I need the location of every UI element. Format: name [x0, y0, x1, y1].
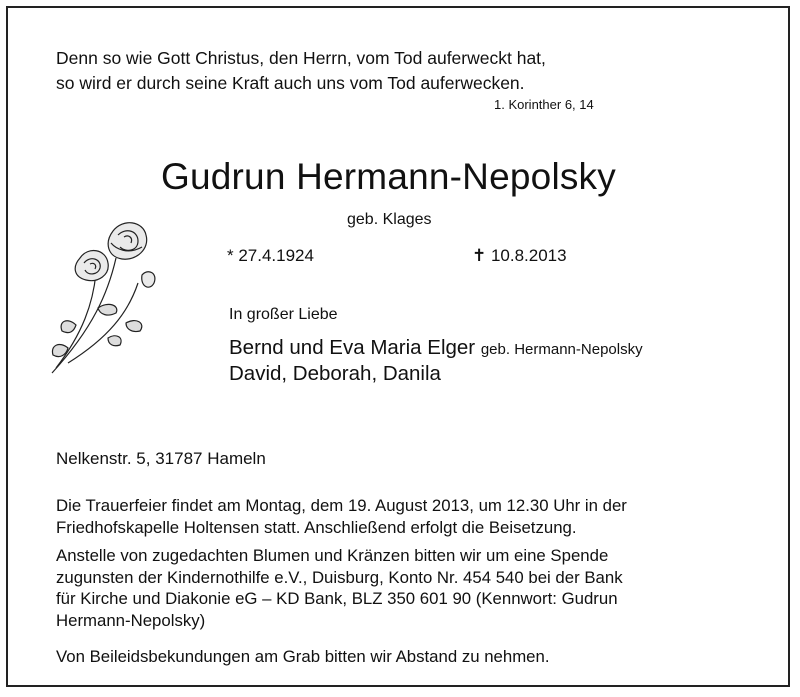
donation-paragraph [56, 545, 756, 631]
mourner-line-2: David, Deborah, Danila [229, 362, 441, 385]
donation-line: für Kirche und Diakonie eG – KD Bank, BLZ 350 601 90 (Kennwort: Gudrun [56, 589, 618, 609]
verse-reference: 1. Korinther 6, 14 [494, 97, 594, 112]
mourner-birth-name: geb. Hermann-Nepolsky [480, 341, 643, 358]
verse-line-2: so wird er durch seine Kraft auch uns vom Tod auferwecken. [56, 73, 525, 93]
address: Nelkenstr. 5, 31787 Hameln [56, 449, 266, 468]
birth-date: * 27.4.1924 [227, 246, 314, 265]
funeral-line: Die Trauerfeier findet am Montag, dem 19. August 2013, um 12.30 Uhr in der [56, 496, 627, 515]
bible-verse [56, 46, 546, 96]
mourners-intro: In großer Liebe [229, 306, 338, 323]
mourner-names: Bernd und Eva Maria Elger [229, 336, 476, 359]
mourner-line-1 [229, 336, 643, 360]
verse-line-1: Denn so wie Gott Christus, den Herrn, vom Tod auferweckt hat, [56, 48, 546, 68]
condolences-line: Von Beileidsbekundungen am Grab bitten wir Abstand zu nehmen. [56, 647, 550, 666]
birth-name: geb. Klages [347, 211, 432, 228]
condolences-paragraph [56, 646, 756, 668]
roses-icon [38, 213, 178, 383]
obituary-frame [6, 6, 790, 687]
funeral-paragraph [56, 495, 756, 538]
donation-line: zugunsten der Kindernothilfe e.V., Duisburg, Konto Nr. 454 540 bei der Bank [56, 567, 623, 587]
donation-line: Anstelle von zugedachten Blumen und Kränzen bitten wir um eine Spende [56, 546, 609, 565]
donation-line: Hermann-Nepolsky) [56, 610, 206, 630]
death-date: ✝ 10.8.2013 [472, 246, 567, 265]
funeral-line: Friedhofskapelle Holtensen statt. Anschließend erfolgt die Beisetzung. [56, 517, 577, 537]
deceased-name: Gudrun Hermann-Nepolsky [161, 156, 616, 197]
